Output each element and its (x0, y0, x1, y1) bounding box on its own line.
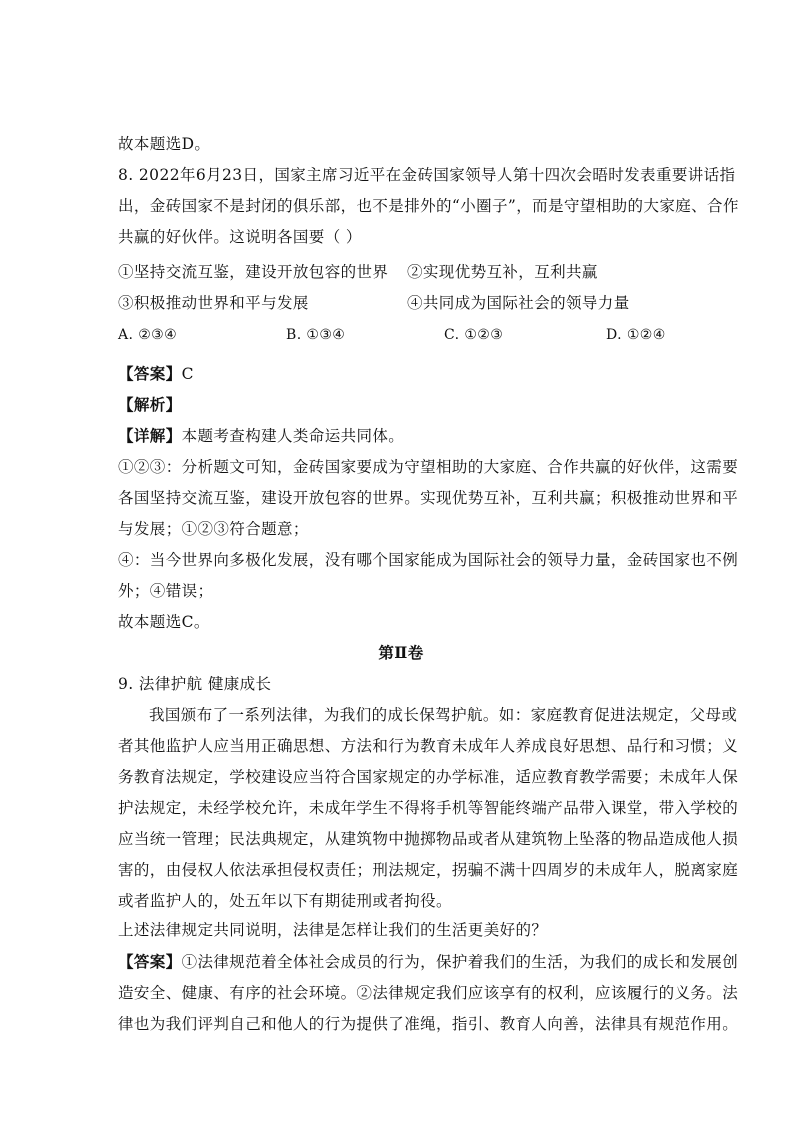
q8-choice-d: D. ①②④ (606, 327, 666, 343)
q8-answer-row (118, 364, 684, 384)
q8-choice-b: B. ①③④ (286, 327, 346, 343)
q8-detail-row (118, 426, 684, 446)
q9-answer-line-3: 律也为我们评判自己和他人的行为提供了准绳，指引、教育人向善，法律具有规范作用。 (118, 1015, 739, 1033)
q9-passage-line-5: 应当统一管理；民法典规定，从建筑物中抛掷物品或者从建筑物上坠落的物品造成他人损 (118, 830, 739, 848)
q8-conclusion: 故本题选C。 (118, 613, 210, 631)
q9-passage-line-4: 护法规定，未经学校允许，未成年学生不得将手机等智能终端产品带入课堂，带入学校的 (118, 799, 739, 817)
q8-answer-label: 【答案】 (118, 364, 182, 383)
q8-explain-line-4: ④：当今世界向多极化发展，没有哪个国家能成为国际社会的领导力量，金砖国家也不例 (118, 551, 739, 569)
q8-statement-4: ④共同成为国际社会的领导力量 (407, 294, 630, 312)
q8-explain-line-3: 与发展；①②③符合题意； (118, 520, 309, 538)
q8-statement-1: ①坚持交流互鉴，建设开放包容的世界 (118, 263, 389, 281)
q9-answer-label: 【答案】 (118, 952, 182, 971)
q8-detail-text: 本题考查构建人类命运共同体。 (181, 427, 405, 445)
q9-passage-line-3: 务教育法规定，学校建设应当符合国家规定的办学标准，适应教育教学需要；未成年人保 (118, 768, 739, 786)
q8-stem-line-2: 出，金砖国家不是封闭的俱乐部，也不是排外的“小圈子”，而是守望相助的大家庭、合作 (118, 197, 739, 215)
q8-analysis-label: 【解析】 (118, 395, 182, 414)
q9-passage-line-2: 者其他监护人应当用正确思想、方法和行为教育未成年人养成良好思想、品行和习惯；义 (118, 737, 739, 755)
q9-title: 9. 法律护航 健康成长 (118, 675, 272, 693)
q9-passage-line-7: 或者监护人的，处五年以下有期徒刑或者拘役。 (118, 892, 452, 910)
q9-answer-line-1: ①法律规范着全体社会成员的行为，保护着我们的生活，为我们的成长和发展创 (181, 953, 739, 971)
q8-explain-line-5: 外；④错误； (118, 582, 214, 600)
q8-statement-3: ③积极推动世界和平与发展 (118, 294, 309, 312)
q9-question: 上述法律规定共同说明，法律是怎样让我们的生活更美好的？ (118, 921, 548, 939)
q8-choice-c: C. ①②③ (444, 327, 504, 343)
q7-conclusion: 故本题选D。 (118, 135, 211, 153)
section-title: 第Ⅱ卷 (378, 643, 424, 662)
q8-stem-line-3: 共赢的好伙伴。这说明各国要（ ） (118, 228, 362, 246)
q9-answer-row (118, 952, 739, 972)
q8-choice-a: A. ②③④ (118, 327, 178, 343)
q9-passage-line-1: 我国颁布了一系列法律，为我们的成长保驾护航。如：家庭教育促进法规定，父母或 (149, 706, 738, 724)
q8-stem-line-1: 8. 2022年6月23日，国家主席习近平在金砖国家领导人第十四次会晤时发表重要讲话指 (118, 166, 736, 184)
q8-explain-line-1: ①②③：分析题文可知，金砖国家要成为守望相助的大家庭、合作共赢的好伙伴，这需要 (118, 458, 739, 476)
q9-answer-line-2: 造安全、健康、有序的社会环境。②法律规定我们应该享有的权利，应该履行的义务。法 (118, 984, 739, 1002)
q9-passage-line-6: 害的，由侵权人依法承担侵权责任；刑法规定，拐骗不满十四周岁的未成年人，脱离家庭 (118, 861, 739, 879)
q8-statement-2: ②实现优势互补，互利共赢 (407, 263, 598, 281)
q8-explain-line-2: 各国坚持交流互鉴，建设开放包容的世界。实现优势互补，互利共赢；积极推动世界和平 (118, 489, 739, 507)
q8-detail-label: 【详解】 (118, 426, 182, 445)
q8-answer-value: C (181, 365, 194, 383)
